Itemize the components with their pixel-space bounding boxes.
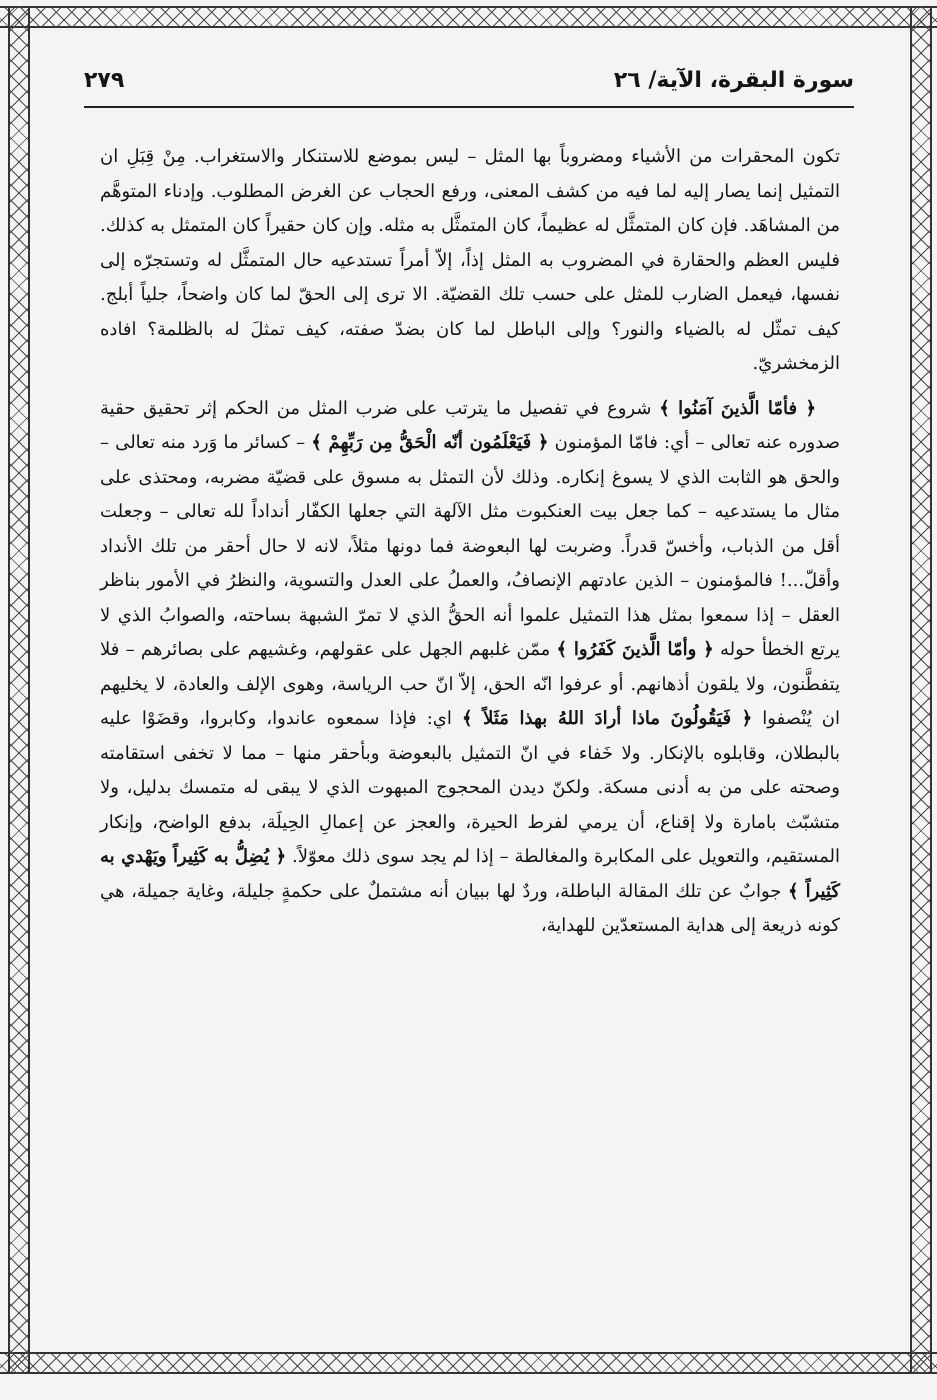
paragraph-2 [100, 392, 840, 944]
body-text [100, 140, 840, 944]
text-span: جوابٌ عن تلك المقالة الباطلة، وردٌ لها ببيان أنه مشتملٌ على حكمةٍ جليلة، وغاية جميلة، هي كونه ذريعة إلى هداية المستعدّين للهداية، [100, 880, 840, 936]
text-span: اي: فإذا سمعوه عاندوا، وكابروا، وقضَوْا عليه بالبطلان، وقابلوه بالإنكار. ولا خَفاء في انّ التمثيل بالبعوضة وبأحقر منها – مما لا تخفى استقامته وصحته على من به أدنى مسكة. ولكنّ ديدن المحجوج المبهوت الذي لا يبقى له متمسك بدليل، ولا متشبّث بامارة ولا إقناع، أن يرمي لفرط الحيرة، والعجز عن إعمالِ الحِيلَة، بدفع الواضح، وإنكار المستقيم، والتعويل على المكابرة والمغالطة – إذا لم يجد سوى ذلك معوّلاً. [100, 708, 841, 867]
quran-quote: ﴿ يُضِلُّ به كَثِيراً ويَهْدي به كَثِيراً ﴾ [100, 846, 840, 902]
page-number: ٢٧٩ [84, 68, 125, 93]
quran-quote: ﴿ فأمّا الَّذينَ آمَنُوا ﴾ [659, 397, 816, 419]
quran-quote: ﴿ وأمّا الَّذينَ كَفَرُوا ﴾ [556, 639, 714, 660]
paragraph-1 [100, 140, 840, 382]
ornamental-border-left [8, 6, 30, 1374]
page-header [84, 64, 854, 108]
running-title: سورة البقرة، الآية/ ٢٦ [613, 68, 854, 93]
text-span: ممّن غلبهم الجهل على عقولهم، وغشيهم على بصائرهم – فلا يتفطَّنون، ولا يلقون أذهانهم. أو عرفوا انّه الحق، إلاّ انّ حب الرياسة، وهوى الإلف والعادة، لا يخليهم ان يُنْصفوا [100, 639, 841, 729]
quran-quote: ﴿ فَيَقُولُونَ ماذا أرادَ اللهُ بهذا مَثَلاً ﴾ [461, 708, 753, 729]
text-span: تكون المحقرات من الأشياء ومضروباً بها المثل – ليس بموضع للاستنكار والاستغراب. مِنْ قِبَلِ ان التمثيل إنما يصار إليه لما فيه من كشف المعنى، ورفع الحجاب عن الغرض المطلوب. وإدناء المتوهَّم من المشاهَد. فإن كان المتمثَّل له عظيماً، كان المتمثَّل به مثله. وإن كان حقيراً كان المتمثل به كذلك. فليس العظم والحقارة في المضروب به المثل إذاً، إلاّ أمراً تستدعيه حال المتمثَّل له وتستجرّه إلى نفسها، فيعمل الضارب للمثل على حسب تلك القضيّة. الا ترى إلى الحقّ لما كان واضحاً، جلياً أبلج. كيف تمثّل له بالضياء والنور؟ وإلى الباطل لما كان بضدّ صفته، كيف تمثلَ له بالظلمة؟ افاده الزمخشريّ. [100, 146, 840, 374]
ornamental-border-top [0, 6, 937, 28]
ornamental-border-right [910, 6, 932, 1374]
text-span: – كسائر ما وَرد منه تعالى – والحق هو الثابت الذي لا يسوغ إنكاره. وذلك لأن التمثل به مسوق على قضيّة مضربه، ومحتذى على مثال ما يستدعيه – كما جعل بيت العنكبوت مثل الآلهة التي جعلها الكفّار أنداداً لله تعالى – وجعلت أقل من الذباب، وأخسّ قدراً. وضربت لها البعوضة فما دونها مثلاً، لانه لا حال أحقر من تلك الأنداد وأقلّ...! فالمؤمنون – الذين عادتهم الإنصافُ، والعملُ على العدل والتسوية، والنظرُ في الأمور بناظر العقل – إذا سمعوا بمثل هذا التمثيل علموا أنه الحقُّ الذي لا تمرّ الشبهة بساحته، والصوابُ الذي لا يرتع الخطأ حوله [100, 432, 840, 660]
ornamental-border-bottom [0, 1352, 937, 1374]
quran-quote: ﴿ فَيَعْلَمُون أنّه الْحَقُّ مِن رَبِّهِمْ ﴾ [311, 432, 549, 453]
text-span: شروع في تفصيل ما يترتب على ضرب المثل من الحكم إثر تحقيق حقية صدوره عنه تعالى – أي: فامّا المؤمنون [100, 397, 840, 453]
